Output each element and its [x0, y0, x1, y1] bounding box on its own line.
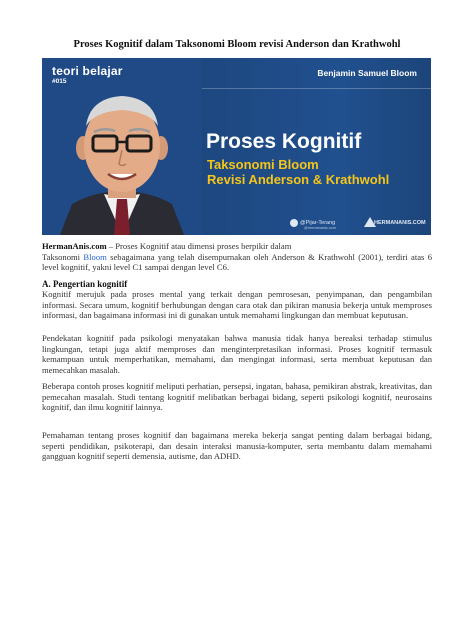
author-name: Benjamin Samuel Bloom	[317, 68, 417, 78]
paragraph-3: Beberapa contoh proses kognitif meliputi perhatian, persepsi, ingatan, bahasa, pemikiran abstrak, kreativitas, dan pemecahan masalah. Studi tentang kognitif melibatkan berbagai bidang, seperti psikologi kognitif, neurosains kognitif, dan ilmu kognitif lainnya.	[42, 381, 432, 413]
paragraph-4: Pemahaman tentang proses kognitif dan bagaimana mereka bekerja sangat penting dalam berbagai bidang, seperti pendidikan, psikoterapi, dan desain interaksi manusia-komputer, serta membantu dalam memahami gangguan kognitif seperti demensia, autisme, dan ADHD.	[42, 430, 432, 462]
site-name: HermanAnis.com	[42, 241, 107, 251]
page-title: Proses Kognitif dalam Taksonomi Bloom revisi Anderson dan Krathwohl	[73, 39, 401, 50]
banner-image	[42, 58, 431, 235]
portrait-photo	[42, 86, 202, 235]
intro-line2-start: Taksonomi	[42, 251, 84, 262]
credit-right: HERMANANIS.COM	[374, 220, 426, 226]
intro-paragraph	[42, 241, 432, 273]
intro-line1: – Proses Kognitif atau dimensi proses berpikir dalam	[106, 241, 292, 251]
credit-left: @Pijar-Terang	[300, 220, 336, 226]
series-number: #015	[52, 78, 67, 85]
section-heading: A. Pengertian kognitif	[42, 279, 128, 289]
paragraph-2: Pendekatan kognitif pada psikologi menyatakan bahwa manusia tidak hanya bereaksi terhadap stimulus lingkungan, tetapi juga aktif memproses dan menginterpretasikan informasi. Proses kognitif termasuk kemampuan untuk memperhatikan, memahami, dan mengingat informasi, serta membuat keputusan dan memecahkan masalah.	[42, 333, 432, 375]
banner-subtitle-line1: Taksonomi Bloom	[207, 157, 319, 172]
banner-title: Proses Kognitif	[206, 130, 362, 153]
banner-divider	[202, 88, 431, 89]
series-title: teori belajar	[52, 64, 123, 78]
credit-left-small: @hermananis.com	[304, 226, 336, 230]
intro-line2-rest: sebagaimana yang telah disempurnakan oleh Anderson & Krathwohl (2001), terdiri atas 6 level kognitif, yakni level C1 sampai dengan level C6.	[42, 251, 432, 273]
banner-subtitle-line2: Revisi Anderson & Krathwohl	[207, 172, 390, 187]
bloom-link[interactable]: Bloom	[83, 251, 107, 262]
paragraph-1: Kognitif merujuk pada proses mental yang terkait dengan pemrosesan, penyimpanan, dan pengambilan informasi. Secara umum, kognitif berhubungan dengan cara otak dan pikiran manusia bekerja untuk memproses informasi, dan bagaimana informasi ini di gunakan untuk memahami lingkungan dan membuat keputusan.	[42, 289, 432, 321]
